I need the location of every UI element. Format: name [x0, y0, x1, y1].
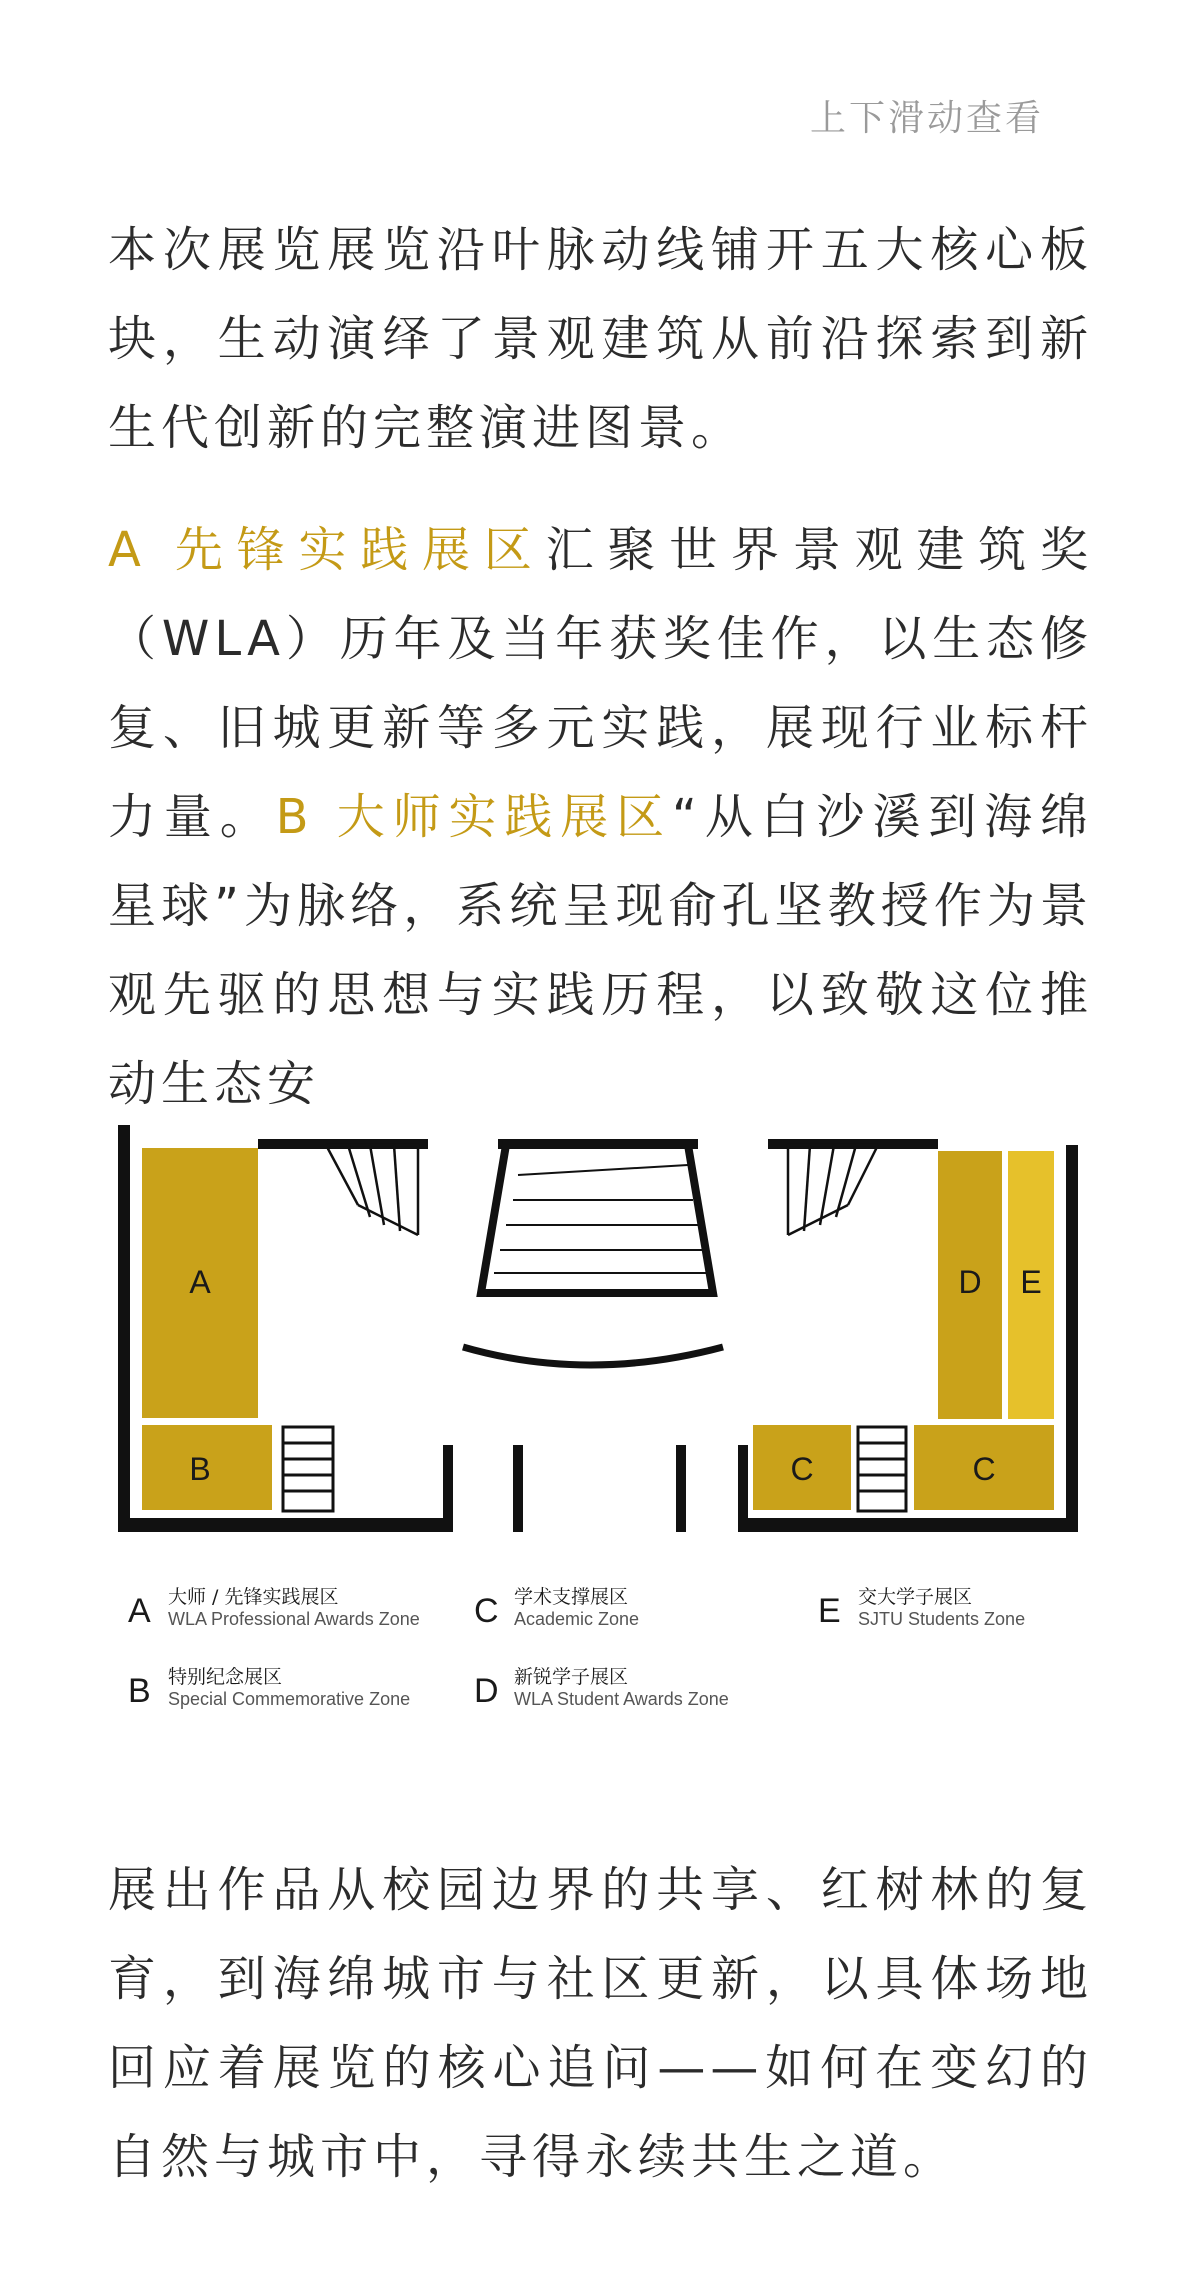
zone-b-label: B [189, 1451, 211, 1487]
zone-a-description: 汇聚世界景观建筑奖（WLA）历年及当年获奖佳作，以生态修复、旧城更新等多元实践，展现行业标杆力量。 [108, 522, 1093, 845]
legend-c-cn: 学术支撑展区 [514, 1586, 629, 1608]
curved-wall [463, 1347, 723, 1365]
legend-c-letter: C [474, 1592, 499, 1630]
stair-right-top [788, 1145, 878, 1235]
stair-left-bottom [283, 1427, 333, 1511]
zone-d-label: D [958, 1264, 982, 1300]
stair-right-bottom [858, 1427, 906, 1511]
floor-plan-legend [128, 1586, 1025, 1710]
legend-e-cn: 交大学子展区 [858, 1586, 973, 1608]
floor-plan-svg [108, 1125, 1092, 1725]
stair-left-top [326, 1145, 418, 1235]
legend-a-en: WLA Professional Awards Zone [168, 1609, 420, 1629]
closing-paragraph: 展出作品从校园边界的共享、红树林的复育，到海绵城市与社区更新，以具体场地回应着展览的核心追问——如何在变幻的自然与城市中，寻得永续共生之道。 [108, 1862, 1093, 2185]
intro-paragraph: 本次展览展览沿叶脉动线铺开五大核心板块，生动演绎了景观建筑从前沿探索到新生代创新的完整演进图景。 [108, 222, 1093, 456]
zone-c2-label: C [972, 1451, 996, 1487]
legend-d-cn: 新锐学子展区 [514, 1666, 629, 1688]
legend-a-letter: A [128, 1592, 151, 1630]
scroll-hint: 上下滑动查看 [809, 98, 1044, 139]
legend-d-en: WLA Student Awards Zone [514, 1689, 729, 1709]
legend-item-c [474, 1586, 639, 1630]
legend-b-en: Special Commemorative Zone [168, 1689, 411, 1709]
legend-b-cn: 特别纪念展区 [168, 1666, 283, 1688]
zone-c1-label: C [790, 1451, 814, 1487]
legend-a-cn: 大师 / 先锋实践展区 [168, 1586, 339, 1608]
legend-item-d [474, 1666, 729, 1710]
legend-e-letter: E [818, 1592, 841, 1630]
legend-e-en: SJTU Students Zone [858, 1609, 1026, 1629]
exhibition-floor-plan [108, 1125, 1092, 1725]
zone-a-highlight: A 先锋实践展区 [108, 522, 546, 578]
zone-a-label: A [189, 1264, 211, 1300]
legend-b-letter: B [128, 1672, 151, 1710]
legend-d-letter: D [474, 1672, 499, 1710]
zones-paragraph [108, 506, 1093, 1129]
zone-b-highlight: B 大师实践展区 [275, 789, 672, 845]
zone-b-description: “从白沙溪到海绵星球”为脉络，系统呈现俞孔坚教授作为景观先驱的思想与实践历程，以致敬这位推动生态安 [108, 789, 1093, 1112]
legend-item-e [818, 1586, 1025, 1630]
legend-item-b [128, 1666, 410, 1710]
zone-e-label: E [1020, 1264, 1042, 1300]
legend-c-en: Academic Zone [514, 1609, 640, 1629]
legend-item-a [128, 1586, 420, 1630]
stair-central [481, 1145, 713, 1293]
